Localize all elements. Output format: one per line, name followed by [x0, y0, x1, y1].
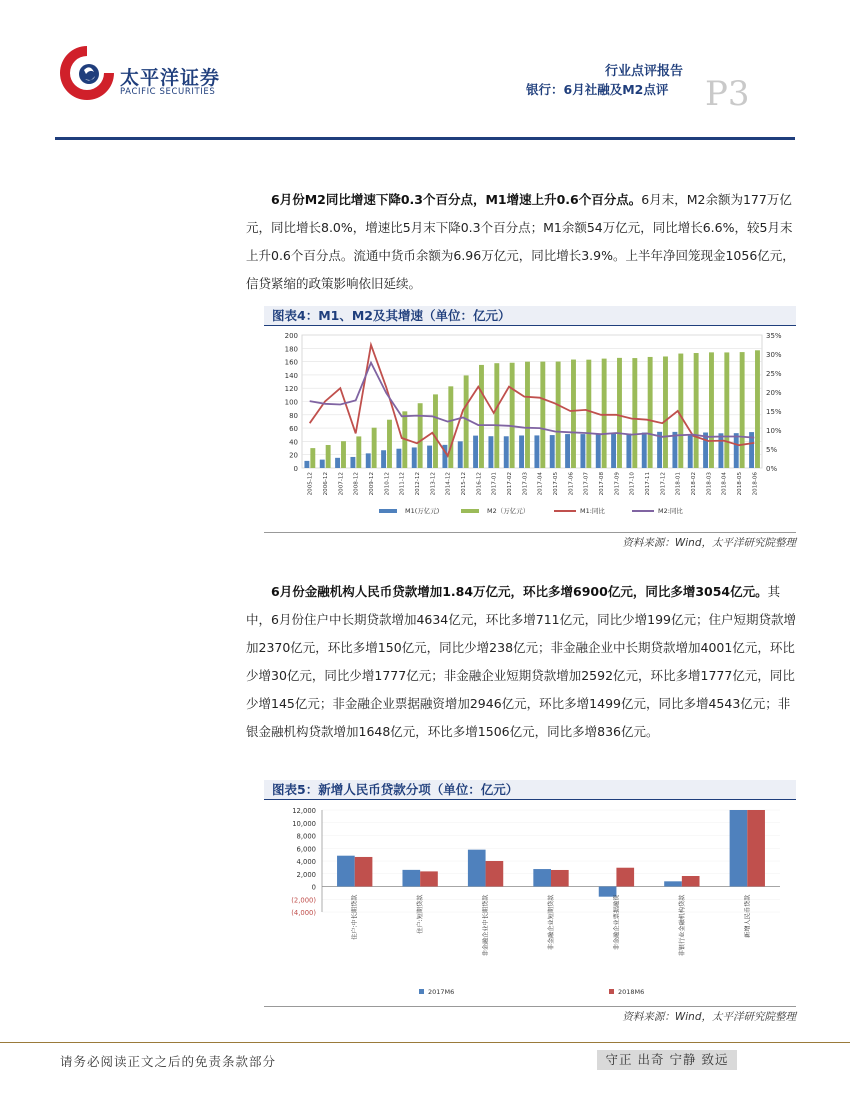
chart1-bar-m2: [740, 352, 745, 468]
chart1-legend-label: M2:同比: [658, 507, 683, 515]
paragraph-m2-body: 6月末，M2余额为177万亿元，同比增长8.0%，增速比5月末下降0.3个百分点；M1余额54万亿元，同比增长6.6%，较5月末上升0.6个百分点。流通中货币余额为6.96万亿元，同比增长3.9%。上半年净回笼现金1056亿元，信贷紧缩的政策影响依旧延续。: [246, 192, 795, 291]
logo-name-cn: 太平洋证券: [120, 67, 221, 89]
chart1-bar-m2: [556, 362, 561, 468]
chart1-bar-m2: [494, 363, 499, 468]
paragraph-m2-lead: 6月份M2同比增速下降0.3个百分点，M1增速上升0.6个百分点。: [271, 192, 642, 207]
chart2-legend-label: 2018M6: [618, 988, 645, 996]
chart2-bar-2017m6: [664, 881, 682, 886]
logo-name-en: PACIFIC SECURITIES: [120, 87, 216, 97]
chart1-bar-m1: [550, 435, 555, 468]
chart1-bar-m1: [611, 433, 616, 468]
chart2-y-tick: 4,000: [296, 858, 316, 866]
chart2-bar-2017m6: [468, 850, 486, 887]
chart1-left-tick: 120: [284, 385, 298, 394]
m1-m2-chart: [264, 327, 796, 530]
chart1-x-tick: 2017-11: [645, 472, 651, 496]
chart1-bar-m2: [418, 403, 423, 468]
chart1-bar-m1: [519, 435, 524, 468]
chart1-bar-m1: [688, 434, 693, 468]
chart1-x-tick: 2018-02: [691, 472, 697, 496]
chart1-bar-m1: [366, 453, 371, 468]
chart2-x-tick: 非金融企业短期贷款: [548, 894, 555, 951]
chart2-y-tick: 2,000: [296, 870, 316, 879]
chart1-bar-m2: [648, 357, 653, 468]
chart1-x-tick: 2018-01: [675, 472, 682, 496]
chart2-legend-swatch: [419, 989, 424, 994]
chart1-right-tick: 5%: [766, 446, 778, 454]
chart1-x-tick: 2017-07: [583, 472, 590, 496]
chart2-bar-2018m6: [682, 876, 700, 887]
chart1-x-tick: 2017-08: [599, 472, 605, 496]
chart1-right-tick: 20%: [766, 389, 782, 397]
chart2-bar-2018m6: [616, 868, 634, 887]
chart1-bar-m2: [448, 386, 453, 468]
figure5-source: 资料来源：Wind，太平洋研究院整理: [622, 1011, 796, 1023]
chart1-bar-m1: [473, 436, 478, 468]
chart1-left-tick: 80: [289, 411, 298, 420]
chart2-x-tick: 非金融企业中长期贷款: [482, 894, 490, 957]
chart1-bar-m1: [488, 436, 493, 468]
paragraph-loans-lead: 6月份金融机构人民币贷款增加1.84万亿元，环比多增6900亿元，同比多增3054亿元。: [271, 584, 768, 599]
chart1-bar-m2: [464, 375, 469, 468]
report-title: 银行：6月社融及M2点评: [526, 82, 669, 97]
chart2-y-tick: (4,000): [291, 909, 316, 917]
chart1-left-tick: 0: [293, 465, 298, 473]
chart1-bar-m1: [703, 432, 708, 468]
company-logo: [58, 44, 116, 102]
chart1-bar-m2: [617, 358, 622, 468]
chart1-left-tick: 200: [284, 332, 298, 340]
footer-divider: [0, 1042, 850, 1043]
chart1-left-tick: 40: [289, 438, 298, 447]
chart1-x-tick: 2017-01: [491, 472, 498, 496]
chart1-x-tick: 2006-12: [323, 472, 329, 496]
chart1-bar-m1: [412, 447, 417, 468]
chart1-bar-m1: [672, 432, 677, 468]
chart1-bar-m1: [534, 435, 539, 468]
chart1-bar-m1: [734, 433, 739, 468]
chart2-bar-2017m6: [533, 869, 551, 886]
chart1-bar-m2: [724, 352, 729, 468]
chart1-bar-m1: [381, 450, 386, 468]
chart2-bar-2018m6: [551, 870, 569, 887]
chart1-x-tick: 2017-10: [629, 472, 636, 496]
chart1-bar-m2: [678, 354, 683, 468]
chart1-bar-m1: [718, 433, 723, 468]
chart1-x-tick: 2018-04: [721, 472, 728, 496]
figure4-caption: 图表4：M1、M2及其增速（单位：亿元）: [264, 306, 796, 326]
chart1-right-tick: 15%: [766, 408, 782, 416]
paragraph-m2: [246, 186, 796, 298]
chart1-legend-label: M2（万亿元）: [487, 507, 530, 515]
chart1-bar-m1: [504, 436, 509, 468]
chart1-legend-label: M1:同比: [580, 507, 605, 515]
chart2-bar-2017m6: [337, 856, 355, 887]
chart1-x-tick: 2007-12: [338, 472, 345, 496]
chart1-right-tick: 30%: [766, 351, 782, 359]
chart2-bar-2018m6: [486, 861, 504, 887]
chart1-legend-swatch: [379, 509, 397, 513]
chart1-x-tick: 2013-12: [430, 472, 437, 496]
chart1-bar-m1: [626, 434, 631, 468]
chart1-right-tick: 10%: [766, 427, 782, 435]
chart1-x-tick: 2017-09: [614, 472, 621, 496]
chart2-x-tick: 非银行业金融机构贷款: [678, 894, 686, 957]
chart1-bar-m1: [565, 434, 570, 468]
figure4-source: 资料来源：Wind，太平洋研究院整理: [622, 537, 796, 549]
chart1-x-tick: 2018-06: [752, 472, 759, 496]
chart1-x-tick: 2017-06: [568, 472, 575, 496]
chart1-bar-m2: [586, 360, 591, 468]
chart2-bar-2018m6: [420, 871, 438, 886]
chart1-x-tick: 2017-05: [553, 472, 559, 496]
chart1-x-tick: 2010-12: [384, 472, 391, 496]
chart1-bar-m2: [356, 436, 361, 468]
chart1-bar-m2: [755, 350, 760, 468]
chart2-x-tick: 住户:短期贷款: [417, 894, 425, 934]
chart1-bar-m1: [396, 449, 401, 468]
chart1-x-tick: 2014-12: [445, 472, 452, 496]
chart1-right-tick: 0%: [766, 465, 778, 473]
chart1-bar-m1: [427, 446, 432, 468]
chart1-x-tick: 2017-02: [507, 472, 513, 496]
chart1-left-tick: 160: [284, 358, 298, 367]
chart1-bar-m1: [580, 434, 585, 468]
chart1-x-tick: 2012-12: [415, 472, 421, 496]
chart1-bar-m2: [571, 360, 576, 468]
chart1-bar-m2: [387, 420, 392, 468]
chart1-bar-m2: [326, 445, 331, 468]
figure5-source-rule: [264, 1006, 796, 1007]
chart1-x-tick: 2017-04: [537, 472, 544, 496]
chart1-right-tick: 25%: [766, 370, 782, 378]
chart1-bar-m1: [642, 433, 647, 468]
chart2-bar-2017m6: [402, 870, 420, 887]
chart1-x-tick: 2008-12: [353, 472, 360, 496]
chart1-left-tick: 60: [289, 425, 298, 434]
chart2-x-tick: 新增人民币贷款: [744, 894, 752, 938]
chart2-legend-label: 2017M6: [428, 988, 455, 996]
chart1-left-tick: 180: [284, 345, 298, 354]
figure4-source-rule: [264, 532, 796, 533]
chart1-x-tick: 2017-03: [522, 472, 529, 496]
chart1-legend-swatch: [461, 509, 479, 513]
chart1-bar-m2: [540, 362, 545, 468]
chart1-left-tick: 100: [284, 398, 298, 407]
chart1-x-tick: 2005-12: [307, 472, 314, 496]
chart1-bar-m1: [335, 458, 340, 468]
chart1-legend-label: M1(万亿元): [405, 507, 440, 515]
chart1-bar-m1: [320, 460, 325, 468]
chart2-y-tick: 6,000: [296, 845, 316, 854]
report-type: 行业点评报告: [605, 64, 684, 79]
chart1-bar-m2: [341, 441, 346, 468]
chart2-bar-2018m6: [747, 810, 765, 887]
chart1-bar-m2: [602, 359, 607, 468]
footer-motto: 守正 出奇 宁静 致远: [597, 1050, 737, 1070]
chart1-bar-m2: [663, 356, 668, 468]
chart2-y-tick: 8,000: [296, 832, 316, 841]
chart1-bar-m2: [694, 353, 699, 468]
chart2-bar-2018m6: [355, 857, 373, 887]
chart1-bar-m2: [525, 362, 530, 468]
chart1-bar-m2: [479, 365, 484, 468]
paragraph-loans: [246, 578, 796, 746]
chart1-bar-m2: [433, 394, 438, 468]
chart1-left-tick: 20: [289, 451, 298, 460]
chart2-x-tick: 住户:中长期贷款: [351, 894, 359, 940]
chart1-bar-m1: [458, 441, 463, 468]
chart1-x-tick: 2017-12: [660, 472, 667, 496]
chart1-left-tick: 140: [284, 371, 298, 380]
chart1-x-tick: 2018-05: [737, 472, 743, 496]
figure5-caption: 图表5：新增人民币贷款分项（单位：亿元）: [264, 780, 796, 800]
chart1-bar-m1: [304, 461, 309, 468]
chart2-y-tick: (2,000): [291, 896, 316, 905]
chart1-bar-m2: [372, 428, 377, 468]
chart1-x-tick: 2018-03: [706, 472, 713, 496]
header-divider: [55, 137, 795, 140]
chart1-bar-m2: [709, 352, 714, 468]
paragraph-loans-body: 其中，6月份住户中长期贷款增加4634亿元，环比多增711亿元，同比少增199亿元；住户短期贷款增加2370亿元，环比多增150亿元，同比少增238亿元；非金融企业中长期贷款增加4001亿元，环比少增30亿元，同比少增1777亿元；非金融企业短期贷款增加2592亿元，环比多增1777亿元，同比少增145亿元；非金融企业票据融资增加2946亿元，环比多增1499亿元，同比多增4543亿元；非银金融机构贷款增加1648亿元，环比多增1506亿元，同比多增836亿元。: [246, 584, 796, 739]
chart1-bar-m2: [310, 448, 315, 468]
chart1-bar-m2: [632, 358, 637, 468]
page-number: P3: [705, 74, 750, 114]
chart1-bar-m2: [510, 363, 515, 468]
footer-disclaimer: 请务必阅读正文之后的免责条款部分: [60, 1054, 277, 1069]
chart1-x-tick: 2011-12: [399, 472, 406, 496]
chart2-bar-2017m6: [730, 810, 748, 887]
chart2-x-tick: 非金融企业票据融资: [613, 894, 621, 951]
chart2-y-tick: 0: [311, 883, 316, 892]
loan-breakdown-chart: [264, 802, 796, 1005]
chart1-x-tick: 2016-12: [476, 472, 483, 496]
chart1-bar-m1: [596, 434, 601, 468]
chart2-legend-swatch: [609, 989, 614, 994]
chart2-y-tick: 12,000: [292, 807, 316, 815]
chart2-y-tick: 10,000: [292, 819, 316, 828]
chart1-right-tick: 35%: [766, 332, 782, 340]
chart1-bar-m1: [350, 457, 355, 468]
chart1-x-tick: 2009-12: [369, 472, 375, 496]
chart1-x-tick: 2015-12: [461, 472, 467, 496]
